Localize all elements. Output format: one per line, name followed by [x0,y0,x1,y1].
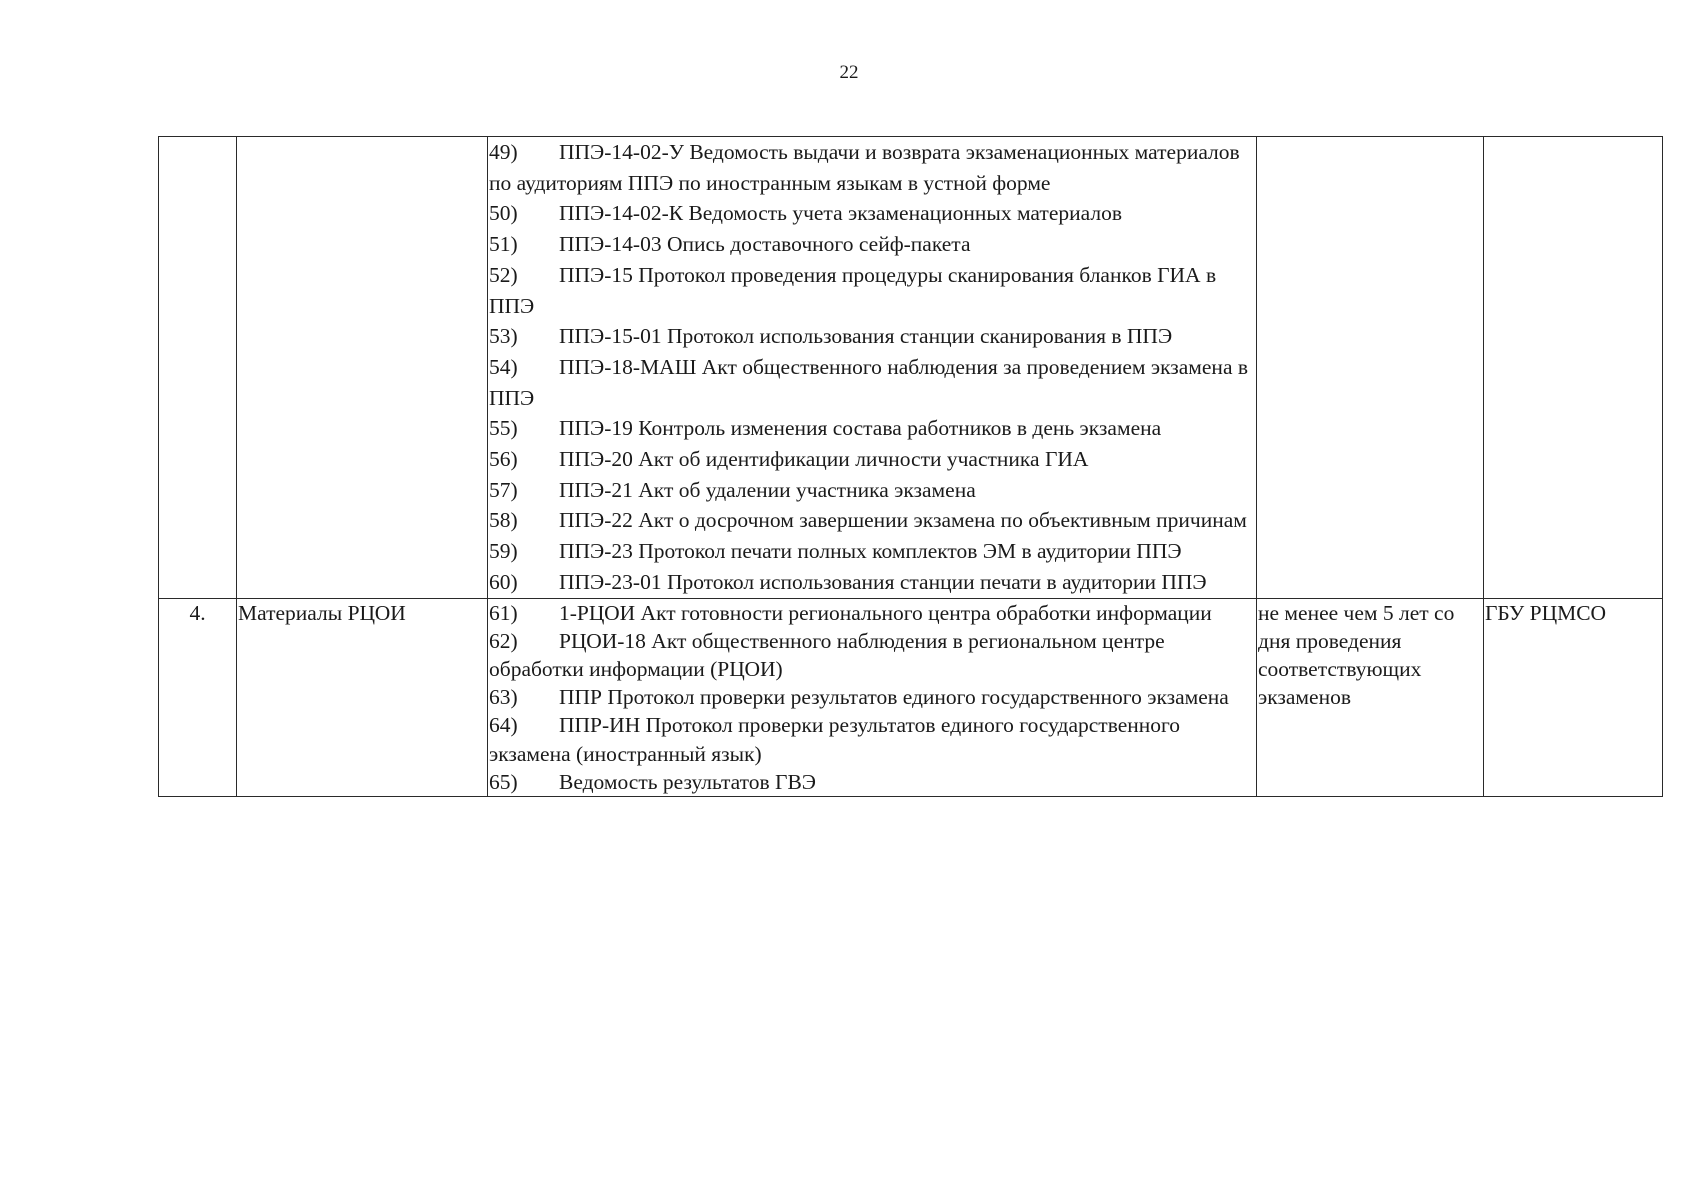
item-number: 49) [489,140,518,164]
item-number: 63) [489,685,518,710]
list-item [489,536,1255,567]
item-number: 54) [489,354,518,379]
item-text: ППЭ-21 Акт об удалении участника экзамена [559,477,976,502]
item-text: ППЭ-14-02-У Ведомость выдачи и возврата экзаменационных материалов по аудиториям ППЭ по иностранным языкам в устной форме [489,140,1240,195]
table-row [159,598,1663,796]
item-number: 51) [489,232,518,257]
item-number: 53) [489,324,518,349]
list-item [489,137,1255,198]
list-item [489,683,1255,711]
list-item [489,505,1255,536]
list-item [489,567,1255,598]
item-text: ППЭ-23 Протокол печати полных комплектов ЭМ в аудитории ППЭ [559,539,1182,564]
item-text: ППЭ-19 Контроль изменения состава работников в день экзамена [559,416,1162,441]
material-name: Материалы РЦОИ [237,598,488,796]
list-item [489,352,1255,413]
item-text: ППЭ-14-03 Опись доставочного сейф-пакета [559,232,971,257]
material-name [237,137,488,599]
item-text: ППР-ИН Протокол проверки результатов единого государственного экзамена (иностранный язык) [489,713,1181,766]
item-text: ППЭ-18-МАШ Акт общественного наблюдения за проведением экзамена в ППЭ [489,354,1249,410]
list-item [489,321,1255,352]
row-number: 4. [159,598,237,796]
item-number: 59) [489,539,518,564]
item-number: 58) [489,508,518,533]
item-text: ППЭ-15 Протокол проведения процедуры сканирования бланков ГИА в ППЭ [489,262,1217,318]
list-item [489,198,1255,229]
row-number [159,137,237,599]
retention-term: не менее чем 5 лет со дня проведения соответствующих экзаменов [1257,598,1484,796]
list-item [489,260,1255,321]
list-item [489,229,1255,260]
list-item [489,599,1255,627]
item-text: ППЭ-23-01 Протокол использования станции печати в аудитории ППЭ [559,569,1207,594]
item-number: 60) [489,569,518,594]
table-row [159,137,1663,599]
list-item [489,711,1255,767]
item-text: РЦОИ-18 Акт общественного наблюдения в региональном центре обработки информации (РЦОИ) [489,628,1165,681]
documents-list [488,137,1257,599]
item-number: 61) [489,600,518,625]
item-text: ППЭ-22 Акт о досрочном завершении экзамена по объективным причинам [559,508,1247,533]
item-number: 65) [489,769,518,794]
responsible-org: ГБУ РЦМСО [1484,598,1663,796]
item-text: ППР Протокол проверки результатов единого государственного экзамена [559,685,1229,710]
item-number: 55) [489,416,518,441]
page-number: 22 [839,62,859,83]
document-table [158,136,1663,797]
list-item [489,627,1255,683]
documents-list [488,598,1257,796]
item-number: 64) [489,713,518,738]
retention-term [1257,137,1484,599]
item-text: ППЭ-20 Акт об идентификации личности участника ГИА [559,447,1089,472]
item-text: ППЭ-15-01 Протокол использования станции сканирования в ППЭ [559,324,1173,349]
item-number: 57) [489,477,518,502]
list-item [489,475,1255,506]
responsible-org [1484,137,1663,599]
item-number: 50) [489,201,518,226]
list-item [489,413,1255,444]
item-number: 62) [489,628,518,653]
item-number: 56) [489,447,518,472]
item-number: 52) [489,262,518,287]
list-item [489,768,1255,796]
item-text: ППЭ-14-02-К Ведомость учета экзаменационных материалов [559,201,1122,226]
list-item [489,444,1255,475]
item-text: Ведомость результатов ГВЭ [559,769,817,794]
item-text: 1-РЦОИ Акт готовности регионального центра обработки информации [559,600,1212,625]
